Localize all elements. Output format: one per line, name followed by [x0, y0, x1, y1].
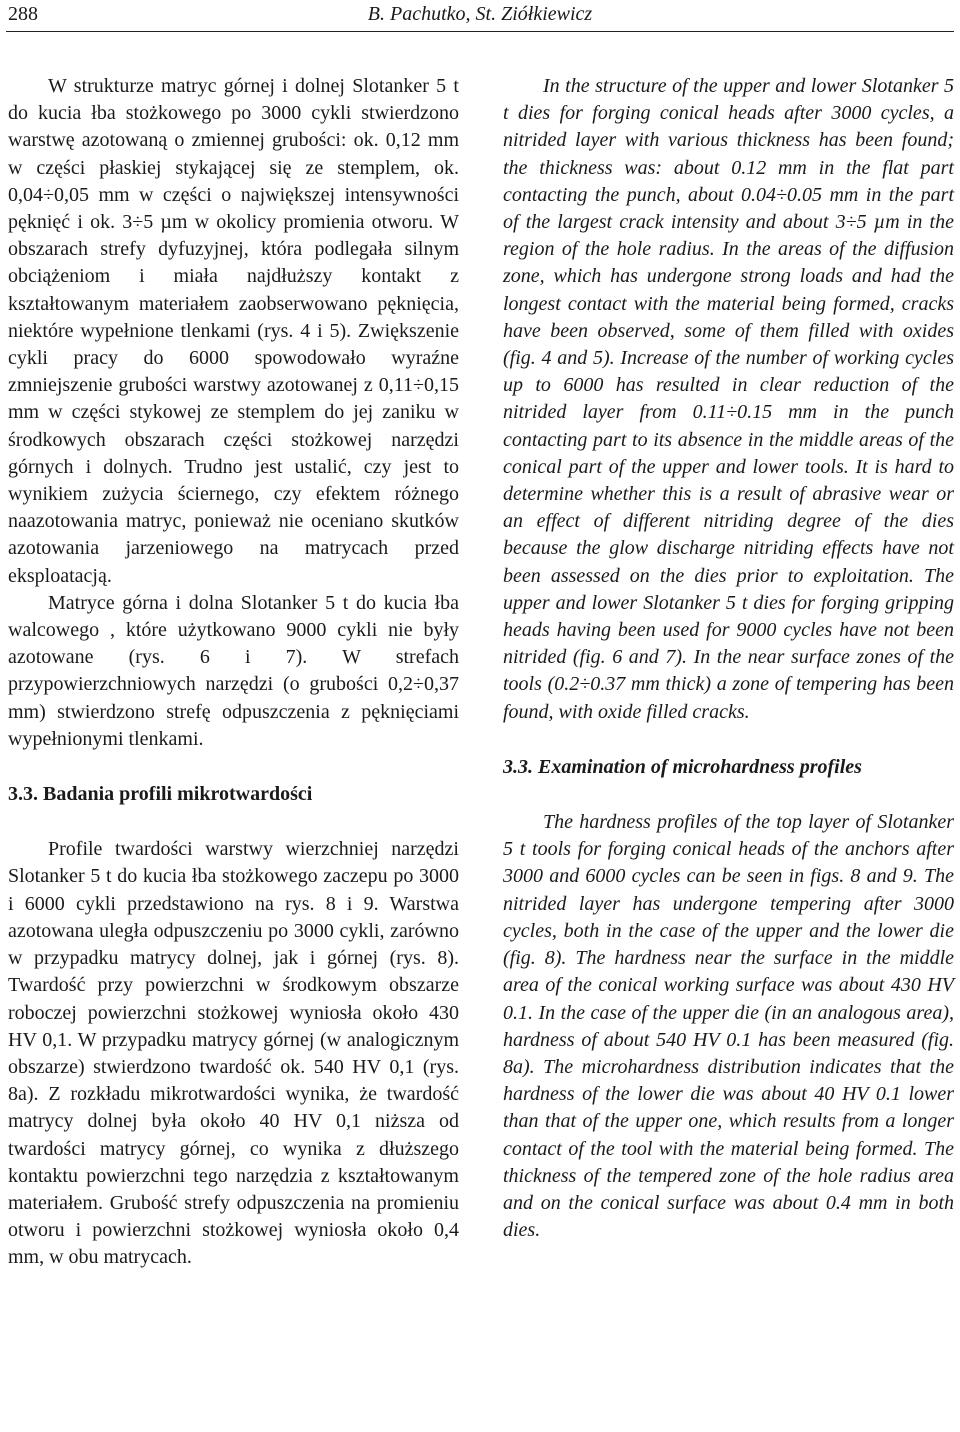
english-paragraph-1: In the structure of the upper and lower Slotanker 5 t dies for forging conical heads after 3000 cycles, a nitrided layer with various thickness has been found; the thickness was: about 0.12 mm in the flat part contacting the punch, about 0.04÷0.05 mm in the part of the largest crack intensity and about 3÷5 µm in the region of the hole radius. In the areas of the diffusion zone, which has undergone strong loads and had the longest contact with the material being formed, cracks have been observed, some of them filled with oxides (fig. 4 and 5). Increase of the number of working cycles up to 6000 has resulted in clear reduction of the nitrided layer from 0.11÷0.15 mm in the punch contacting part to its absence in the middle areas of the conical part of the upper and lower tools. It is hard to determine whether this is a result of abrasive wear or an effect of different nitriding degree of the dies because the glow discharge nitriding effects have not been assessed on the dies prior to exploitation. The upper and lower Slotanker 5 t dies for forging gripping heads having been used for 9000 cycles have not been nitrided (fig. 6 and 7). In the near surface zones of the tools (0.2÷0.37 mm thick) a zone of tempering has been found, with oxide filled cracks.	[503, 75, 954, 723]
polish-column	[8, 73, 459, 1272]
page-number: 288	[8, 3, 38, 25]
polish-section-heading: 3.3. Badania profili mikrotwardości	[8, 783, 313, 806]
english-column	[503, 73, 954, 1244]
english-section-heading: 3.3. Examination of microhardness profiles	[503, 755, 862, 778]
page-header	[0, 0, 960, 34]
english-paragraph-2: The hardness profiles of the top layer of Slotanker 5 t tools for forging conical heads of the anchors after 3000 and 6000 cycles can be seen in figs. 8 and 9. The nitrided layer has undergone tempering after 3000 cycles, both in the case of the upper and the lower die (fig. 8). The hardness near the surface in the middle area of the conical working surface was about 430 HV 0.1. In the case of the upper die (in an analogous area), hardness of about 540 HV 0.1 has been measured (fig. 8a). The microhardness distribution indicates that the hardness of the lower die was about 40 HV 0.1 lower than that of the upper one, which results from a longer contact of the tool with the material being formed. The thickness of the tempered zone of the hole radius area and on the conical surface was about 0.4 mm in both dies.	[503, 811, 954, 1242]
header-rule	[6, 31, 954, 32]
polish-paragraph-1: W strukturze matryc górnej i dolnej Slotanker 5 t do kucia łba stożkowego po 3000 cykli stwierdzono warstwę azotowaną o zmiennej grubości: ok. 0,12 mm w części płaskiej stykającej się ze stemplem, ok. 0,04÷0,05 mm w części o największej intensywności pęknięć i ok. 3÷5 µm w okolicy promienia otworu. W obszarach strefy dyfuzyjnej, która podlegała silnym obciążeniom i miała najdłuższy kontakt z kształtowanym materiałem zaobserwowano pęknięcia, niektóre wypełnione tlenkami (rys. 4 i 5). Zwiększenie cykli pracy do 6000 spowodowało wyraźne zmniejszenie grubości warstwy azotowanej z 0,11÷0,15 mm w części stykowej ze stemplem do jej zaniku w środkowych obszarach części stożkowej narzędzi górnych i dolnych. Trudno jest ustalić, czy jest to wynikiem zużycia ściernego, czy efektem różnego naazotowania matryc, ponieważ nie oceniano skutków azotowania jarzeniowego na matrycach przed eksploatacją.	[8, 75, 459, 587]
polish-paragraph-3: Profile twardości warstwy wierzchniej narzędzi Slotanker 5 t do kucia łba stożkowego zaczepu po 3000 i 6000 cykli przedstawiono na rys. 8 i 9. Warstwa azotowana uległa odpuszczeniu po 3000 cykli, zarówno w przypadku matrycy dolnej, jak i górnej (rys. 8). Twardość przy powierzchni w środkowym obszarze roboczej powierzchni stożkowej wyniosła około 430 HV 0,1. W przypadku matrycy górnej (w analogicznym obszarze) stwierdzono twardość ok. 540 HV 0,1 (rys. 8a). Z rozkładu mikrotwardości wynika, że twardość matrycy dolnej była około 40 HV 0,1 niższa od twardości matrycy górnej, co wynika z dłuższego kontaktu powierzchni tego narzędzia z kształtowanym materiałem. Grubość strefy odpuszczenia na promieniu otworu i powierzchni stożkowej wyniosła około 0,4 mm, w obu matrycach.	[8, 838, 459, 1269]
polish-paragraph-2: Matryce górna i dolna Slotanker 5 t do kucia łba walcowego , które użytkowano 9000 cykli nie były azotowane (rys. 6 i 7). W strefach przypowierzchniowych narzędzi (o grubości 0,2÷0,37 mm) stwierdzono strefę odpuszczenia z pęknięciami wypełnionymi tlenkami.	[8, 591, 459, 750]
running-head: B. Pachutko, St. Ziółkiewicz	[367, 3, 593, 25]
